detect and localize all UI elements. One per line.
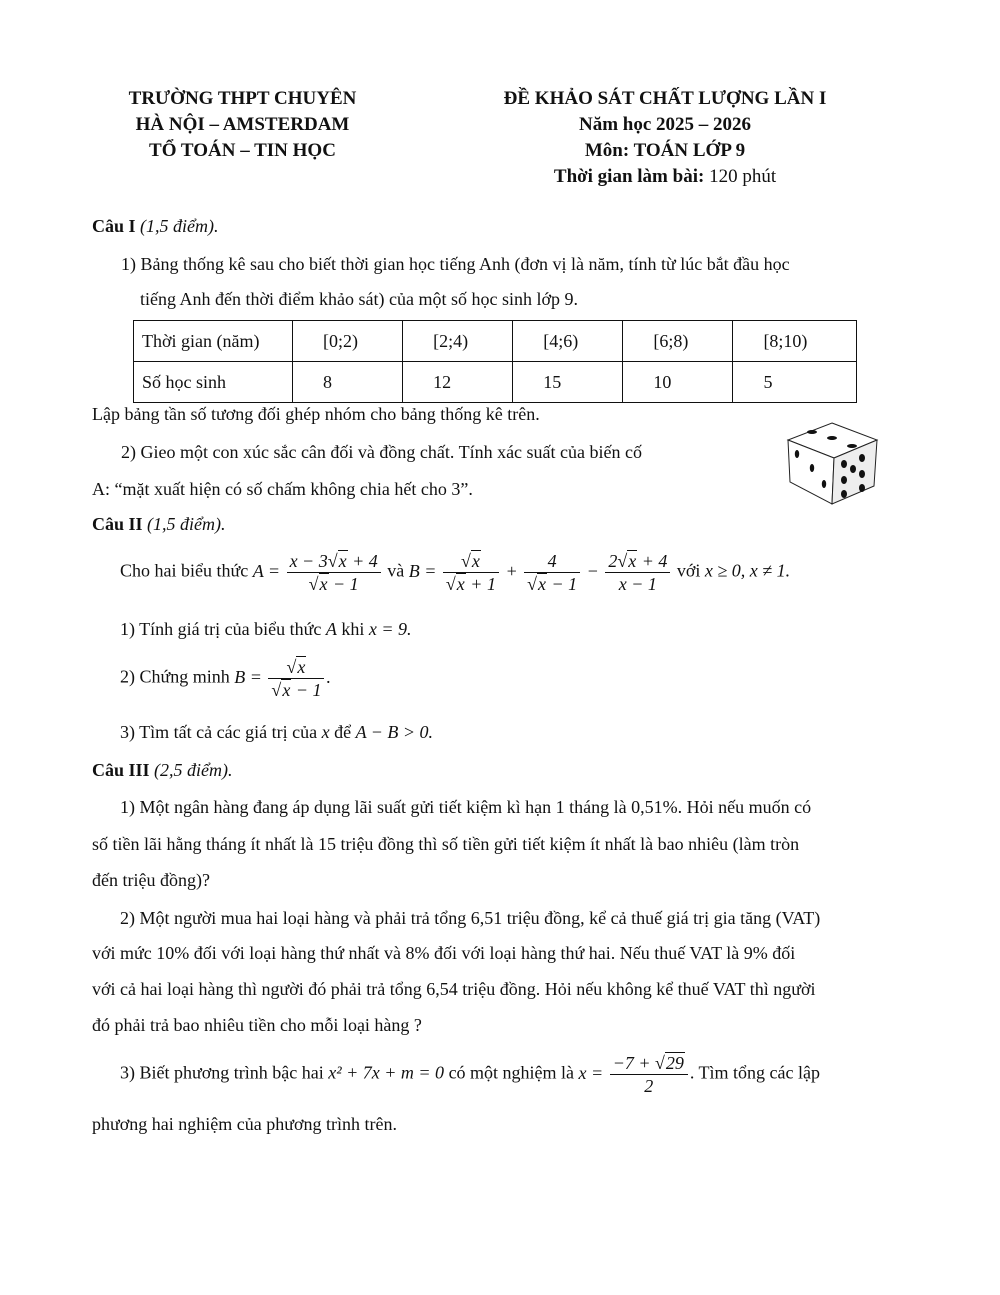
q3-part3-line2: phương hai nghiệm của phương trình trên.: [92, 1114, 397, 1134]
table-cell: 12: [403, 362, 513, 403]
q3-part3-line1: [120, 1052, 820, 1097]
q3-part2-line4: đó phải trả bao nhiêu tiền cho mỗi loại hàng ?: [92, 1015, 422, 1035]
school-header: [100, 86, 385, 164]
q2-part2-text: 2) Chứng minh: [120, 666, 230, 687]
exam-duration: [455, 164, 875, 190]
question-1-heading: [92, 214, 219, 238]
subject: Môn: TOÁN LỚP 9: [584, 140, 746, 161]
school-name: TRƯỜNG THPT CHUYÊN: [128, 88, 357, 109]
table-cell: 15: [513, 362, 623, 403]
table-cell: [4;6): [513, 321, 623, 362]
q2-intro: Cho hai biểu thức: [120, 560, 249, 581]
q3-part3-start: 3) Biết phương trình bậc hai: [120, 1062, 324, 1083]
q2-part3: [120, 720, 433, 744]
q2-with: với: [676, 560, 701, 581]
q2-condition: x ≥ 0, x ≠ 1.: [704, 560, 791, 581]
q1-part1-task: Lập bảng tần số tương đối ghép nhóm cho bảng thống kê trên.: [92, 404, 540, 424]
duration-label: Thời gian làm bài:: [553, 166, 705, 187]
exam-title: ĐỀ KHẢO SÁT CHẤT LƯỢNG LẦN I: [503, 88, 827, 109]
q2-part1-when: khi: [341, 619, 365, 639]
table-row: [134, 321, 857, 362]
q2-part1-cond: x = 9.: [368, 619, 412, 639]
q1-part2-line1: 2) Gieo một con xúc sắc cân đối và đồng chất. Tính xác suất của biến cố: [121, 442, 642, 462]
department-name: TỔ TOÁN – TIN HỌC: [149, 140, 336, 161]
question-2-title: Câu II: [92, 514, 143, 534]
expression-b: B = $\frac{√x}{√x + 1}$ + $\frac{4}{√x - 1}$ − $\frac{2√x + 4}{x - 1}$: [409, 561, 677, 581]
q3-part1-line2: số tiền lãi hằng tháng ít nhất là 15 triệu đồng thì số tiền gửi tiết kiệm ít nhất là bao nhiêu (làm tròn: [92, 834, 800, 854]
q3-part2-line3: với cả hai loại hàng thì người đó phải trả tổng 6,54 triệu đồng. Hỏi nếu không kể thuế VAT thì người: [92, 979, 816, 999]
q2-part1-text: 1) Tính giá trị của biểu thức: [120, 619, 322, 639]
fraction-a: $\frac{x - 3√x + 4}{√x - 1}$: [287, 550, 381, 595]
q3-part2-line2: với mức 10% đối với loại hàng thứ nhất và 8% đối với loại hàng thứ hai. Nếu thuế VAT là 9% đối: [92, 943, 796, 963]
q3-part3-root: x = $\frac{-7 + √29}{2}$: [579, 1063, 690, 1083]
school-location: HÀ NỘI – AMSTERDAM: [135, 114, 350, 135]
exam-header: [455, 86, 875, 190]
q1-part2-line2: A: “mặt xuất hiện có số chấm không chia hết cho 3”.: [92, 479, 473, 499]
table-cell: 8: [293, 362, 403, 403]
school-year: Năm học 2025 – 2026: [578, 114, 752, 135]
table-row: [134, 362, 857, 403]
q2-part2: [120, 656, 331, 701]
q3-part3-mid: có một nghiệm là: [448, 1062, 575, 1083]
question-3-points: (2,5 điểm).: [154, 760, 233, 780]
table-cell: 5: [733, 362, 857, 403]
table-cell: [8;10): [733, 321, 857, 362]
table-cell: [2;4): [403, 321, 513, 362]
q3-part3-equation: x² + 7x + m = 0: [328, 1062, 445, 1083]
q2-part1-expr: A: [325, 619, 337, 639]
q2-part3-text: 3) Tìm tất cả các giá trị của: [120, 722, 318, 742]
q2-part2-formula: B = $\frac{√x}{√x - 1}$ .: [234, 657, 331, 700]
q3-part3-end: . Tìm tổng các lập: [689, 1062, 821, 1083]
q2-part3-ineq: A − B > 0.: [355, 722, 434, 742]
question-2-points: (1,5 điểm).: [147, 514, 226, 534]
q3-part1-line1: 1) Một ngân hàng đang áp dụng lãi suất gửi tiết kiệm kì hạn 1 tháng là 0,51%. Hỏi nếu muốn có: [120, 797, 812, 817]
table-header-time: Thời gian (năm): [134, 321, 293, 362]
question-1-title: Câu I: [92, 216, 136, 236]
q1-part1-line2: tiếng Anh đến thời điểm khảo sát) của một số học sinh lớp 9.: [140, 289, 578, 309]
dice-icon: [782, 418, 882, 508]
q3-part2-line1: 2) Một người mua hai loại hàng và phải trả tổng 6,51 triệu đồng, kể cả thuế giá trị gia tăng (VAT): [120, 908, 821, 928]
q1-part1-line1: 1) Bảng thống kê sau cho biết thời gian học tiếng Anh (đơn vị là năm, tính từ lúc bắt đầu học: [121, 254, 790, 274]
question-2-heading: [92, 512, 226, 536]
question-1-points: (1,5 điểm).: [140, 216, 219, 236]
q2-part1: [120, 617, 412, 641]
table-header-students: Số học sinh: [134, 362, 293, 403]
question-3-title: Câu III: [92, 760, 150, 780]
q2-and: và: [387, 560, 405, 581]
duration-value: 120 phút: [709, 166, 777, 187]
q2-expressions: [120, 550, 790, 595]
expression-a: A = $\frac{x - 3√x + 4}{√x - 1}$: [253, 561, 388, 581]
table-cell: [0;2): [293, 321, 403, 362]
table-cell: 10: [623, 362, 733, 403]
q3-part1-line3: đến triệu đồng)?: [92, 870, 210, 890]
statistics-table: [133, 320, 857, 403]
question-3-heading: [92, 758, 233, 782]
q2-part3-mid: để: [334, 722, 352, 742]
q2-part3-var: x: [321, 722, 330, 742]
table-cell: [6;8): [623, 321, 733, 362]
